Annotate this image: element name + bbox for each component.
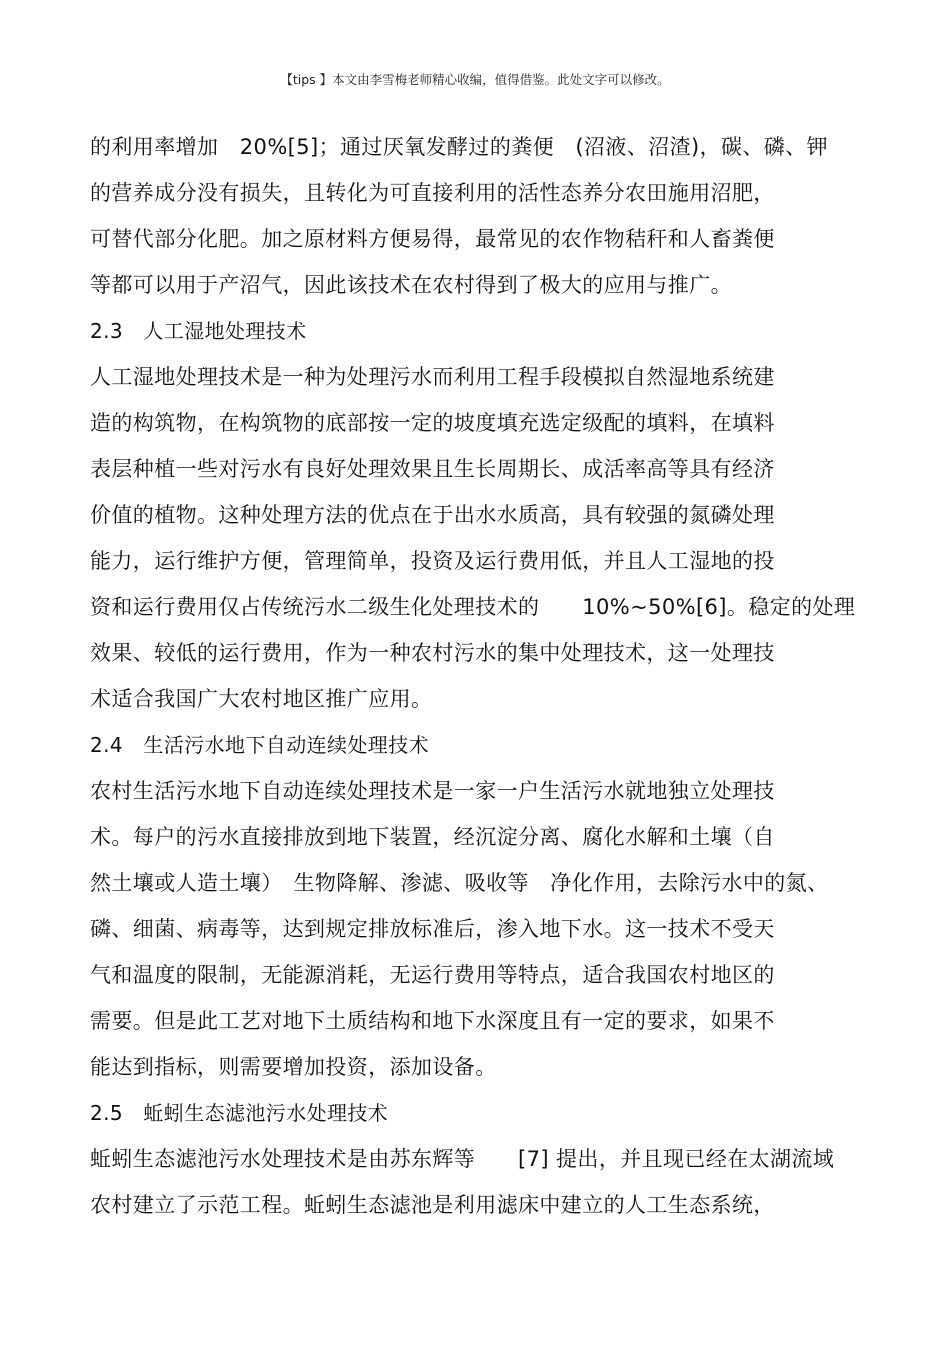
text-line: 造的构筑物，在构筑物的底部按一定的坡度填充选定级配的填料，在填料 [90,411,775,435]
text-line: 术。每户的污水直接排放到地下装置，经沉淀分离、腐化水解和土壤（自 [90,825,775,849]
section-heading-2-3: 2.3 人工湿地处理技术 [90,319,307,343]
text-line: 可替代部分化肥。加之原材料方便易得，最常见的农作物秸秆和人畜粪便 [90,227,775,251]
text-line: 然土壤或人造土壤） 生物降解、渗滤、吸收等 净化作用，去除污水中的氮、 [90,871,829,895]
text-line: 人工湿地处理技术是一种为处理污水而利用工程手段模拟自然湿地系统建 [90,365,775,389]
text-line: 表层种植一些对污水有良好处理效果且生长周期长、成活率高等具有经济 [90,457,775,481]
text-line: 的利用率增加 20%[5]；通过厌氧发酵过的粪便 (沼液、沼渣)，碳、磷、钾 [90,135,829,159]
text-line: 资和运行费用仅占传统污水二级生化处理技术的 10%~50%[6]。稳定的处理 [90,595,856,619]
text-line: 磷、细菌、病毒等，达到规定排放标准后，渗入地下水。这一技术不受天 [90,917,775,941]
text-line: 等都可以用于产沼气，因此该技术在农村得到了极大的应用与推广。 [90,273,732,297]
text-line: 蚯蚓生态滤池污水处理技术是由苏东辉等 [7] 提出，并且现已经在太湖流域 [90,1147,835,1171]
text-line: 能达到指标，则需要增加投资，添加设备。 [90,1055,497,1079]
text-line: 农村建立了示范工程。蚯蚓生态滤池是利用滤床中建立的人工生态系统， [90,1193,775,1217]
text-line: 术适合我国广大农村地区推广应用。 [90,687,433,711]
text-line: 价值的植物。这种处理方法的优点在于出水水质高，具有较强的氮磷处理 [90,503,775,527]
section-heading-2-4: 2.4 生活污水地下自动连续处理技术 [90,733,430,757]
text-line: 需要。但是此工艺对地下土质结构和地下水深度且有一定的要求，如果不 [90,1009,775,1033]
text-line: 能力，运行维护方便，管理简单，投资及运行费用低，并且人工湿地的投 [90,549,775,573]
text-line: 农村生活污水地下自动连续处理技术是一家一户生活污水就地独立处理技 [90,779,775,803]
text-line: 的营养成分没有损失，且转化为可直接利用的活性态养分农田施用沼肥， [90,181,775,205]
text-line: 效果、较低的运行费用，作为一种农村污水的集中处理技术，这一处理技 [90,641,775,665]
section-heading-2-5: 2.5 蚯蚓生态滤池污水处理技术 [90,1101,389,1125]
document-body [90,124,860,1228]
text-line: 气和温度的限制，无能源消耗，无运行费用等特点，适合我国农村地区的 [90,963,775,987]
tips-header: 【tips 】本文由李雪梅老师精心收编，值得借鉴。此处文字可以修改。 [280,72,670,87]
